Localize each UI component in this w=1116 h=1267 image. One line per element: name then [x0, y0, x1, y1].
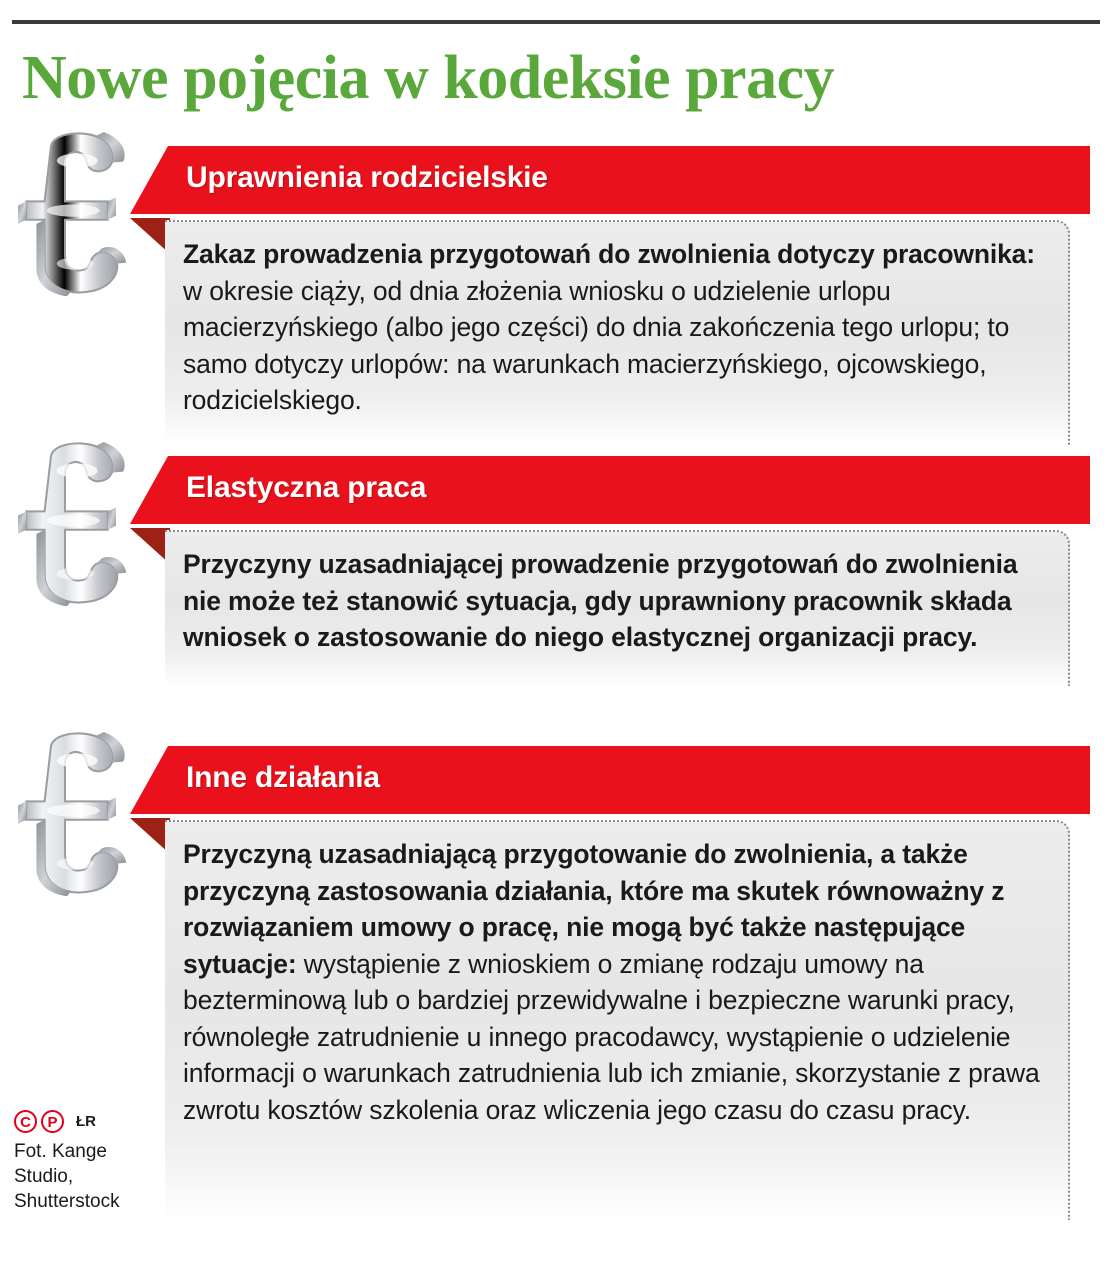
- section-content-card: [165, 220, 1070, 445]
- section-sign-paragraph-icon: [6, 724, 138, 924]
- section-body-text: [183, 546, 1044, 656]
- section-sign-paragraph-icon: [6, 124, 138, 324]
- section-body-lead: Przyczyną uzasadniającą przygotowanie do zwolnienia, a także przyczyną zastosowania działania, które ma skutek równoważny z rozwiązaniem umowy o pracę, nie mogą być także następujące sytuacje:: [183, 839, 1005, 979]
- section-heading-banner: [130, 146, 1090, 218]
- section-heading-label: Inne działania: [186, 761, 380, 794]
- copyright-p-icon: P: [41, 1110, 64, 1133]
- section-body-lead: Przyczyny uzasadniającej prowadzenie przygotowań do zwolnienia nie może też stanowić sytuacja, gdy uprawniony pracownik składa wniosek o zastosowanie do niego elastycznej organizacji pracy.: [183, 549, 1018, 652]
- copyright-marks: [14, 1108, 164, 1134]
- section-heading-banner: [130, 746, 1090, 818]
- author-initials: ŁR: [76, 1112, 96, 1130]
- section-body-rest: w okresie ciąży, od dnia złożenia wniosku o udzielenie urlopu macierzyńskiego (albo jego części) do dnia zakończenia tego urlopu; to samo dotyczy urlopów: na warunkach macierzyńskiego, ojcowskiego, rodzicielskiego.: [183, 275, 1010, 415]
- section-heading-banner: [130, 456, 1090, 528]
- page-title: Nowe pojęcia w kodeksie pracy: [22, 44, 835, 112]
- top-divider-rule: [12, 20, 1100, 24]
- section-body-text: [183, 236, 1044, 419]
- section-heading-label: Elastyczna praca: [186, 471, 427, 504]
- section-body-text: [183, 836, 1044, 1128]
- section-content-card: [165, 530, 1070, 686]
- section-content-card: [165, 820, 1070, 1220]
- section-body-lead: Zakaz prowadzenia przygotowań do zwolnienia dotyczy pracownika:: [183, 239, 1035, 269]
- copyright-c-icon: C: [14, 1110, 37, 1133]
- section-body-rest: wystąpienie z wnioskiem o zmianę rodzaju umowy na bezterminową lub o bardziej przewidywalne i bezpieczne warunki pracy, równoległe zatrudnienie u innego pracodawcy, wystąpienie o udzielenie informacji o warunkach zatrudnienia lub ich zmianie, skorzystanie z prawa zwrotu kosztów szkolenia oraz wliczenia jego czasu do czasu pracy.: [183, 948, 1040, 1125]
- section-heading-label: Uprawnienia rodzicielskie: [186, 161, 548, 194]
- section-sign-paragraph-icon: [6, 434, 138, 634]
- photo-credit: Fot. Kange Studio, Shutterstock: [14, 1141, 120, 1212]
- credit-block: [14, 1108, 164, 1214]
